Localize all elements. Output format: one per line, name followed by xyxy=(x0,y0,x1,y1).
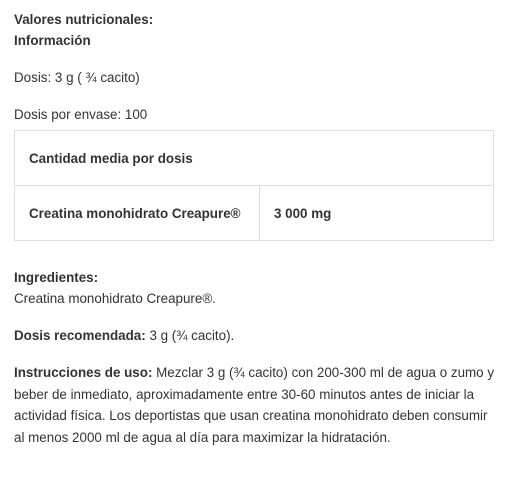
recommended-dose-text: 3 g (¾ cacito). xyxy=(145,328,235,343)
ingredients-text: Creatina monohidrato Creapure®. xyxy=(14,291,216,306)
instructions-paragraph xyxy=(14,362,496,448)
nutrition-table xyxy=(14,130,494,241)
ingredient-name-cell: Creatina monohidrato Creapure® xyxy=(15,186,260,241)
nutrition-info-section xyxy=(14,9,496,448)
section-subtitle: Información xyxy=(14,33,91,48)
table-header-row xyxy=(15,131,494,186)
instructions-text: Mezclar 3 g (¾ cacito) con 200-300 ml de agua o zumo y beber de inmediato, aproximadamente entre 30-60 minutos antes de iniciar la actividad física. Los deportistas que usan creatina monohidrato deben consumir al menos 2000 ml de agua al día para maximizar la hidratación. xyxy=(14,365,495,445)
servings-text: Dosis por envase: 100 xyxy=(14,107,148,122)
table-row xyxy=(15,186,494,241)
instructions-label: Instrucciones de uso: xyxy=(14,365,153,380)
ingredients-label: Ingredientes: xyxy=(14,270,99,285)
dose-text: Dosis: 3 g ( ¾ cacito) xyxy=(14,70,140,85)
recommended-dose xyxy=(14,325,496,346)
ingredient-amount-cell: 3 000 mg xyxy=(260,186,494,241)
section-title: Valores nutricionales: xyxy=(14,12,154,27)
table-header-cell: Cantidad media por dosis xyxy=(15,131,494,186)
recommended-dose-label: Dosis recomendada: xyxy=(14,328,146,343)
